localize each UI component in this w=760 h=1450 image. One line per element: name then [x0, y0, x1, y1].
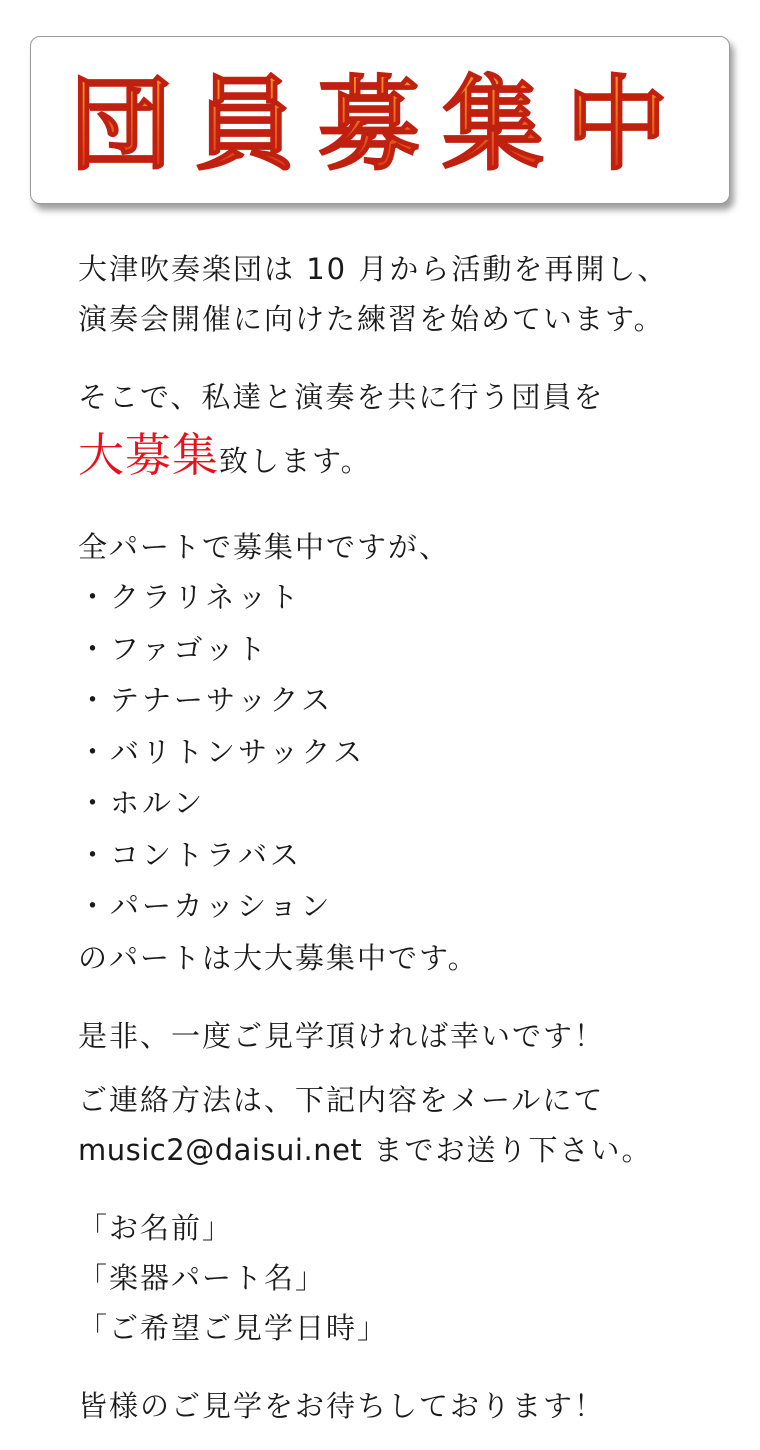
banner-title-graphic: [60, 60, 700, 180]
main-content: [78, 244, 718, 1431]
part-item: ・パーカッション: [78, 889, 333, 923]
closing-text: 皆様のご見学をお待ちしております！: [78, 1388, 606, 1423]
field-visit-date: 「ご希望ご見学日時」: [78, 1310, 389, 1345]
visit-text: 是非、一度ご見学頂ければ幸いです！: [78, 1018, 606, 1053]
invite-line-1: そこで、私達と演奏を共に行う団員を: [78, 380, 605, 414]
contact-line-1: ご連絡方法は、下記内容をメールにて: [78, 1082, 605, 1117]
intro-line-1: 大津吹奏楽団は 10 月から活動を再開し、: [78, 252, 669, 286]
contact-email: music2@daisui.net: [78, 1132, 363, 1167]
part-item: ・バリトンサックス: [78, 734, 366, 769]
part-item: ・テナーサックス: [78, 683, 334, 717]
field-instrument: 「楽器パート名」: [78, 1260, 327, 1295]
part-item: ・クラリネット: [78, 580, 302, 614]
parts-lead: 全パートで募集中ですが、: [78, 530, 451, 564]
part-item: ・ホルン: [78, 786, 206, 820]
invite-suffix: 致します。: [219, 444, 372, 478]
field-name: 「お名前」: [78, 1210, 234, 1245]
intro-line-2: 演奏会開催に向けた練習を始めています。: [78, 302, 665, 336]
banner-title: [31, 37, 729, 203]
contact-suffix: までお送り下さい。: [362, 1132, 653, 1167]
invite-line-2: [78, 422, 718, 494]
banner-title-text: 団員募集中: [70, 66, 690, 180]
part-item: ・ファゴット: [78, 631, 269, 666]
part-item: ・コントラバス: [78, 837, 303, 872]
parts-tail: のパートは大大募集中です。: [78, 940, 479, 975]
recruitment-banner: [30, 36, 730, 204]
contact-line-2: [78, 1125, 718, 1175]
recruit-emphasis: 大募集: [78, 428, 219, 482]
